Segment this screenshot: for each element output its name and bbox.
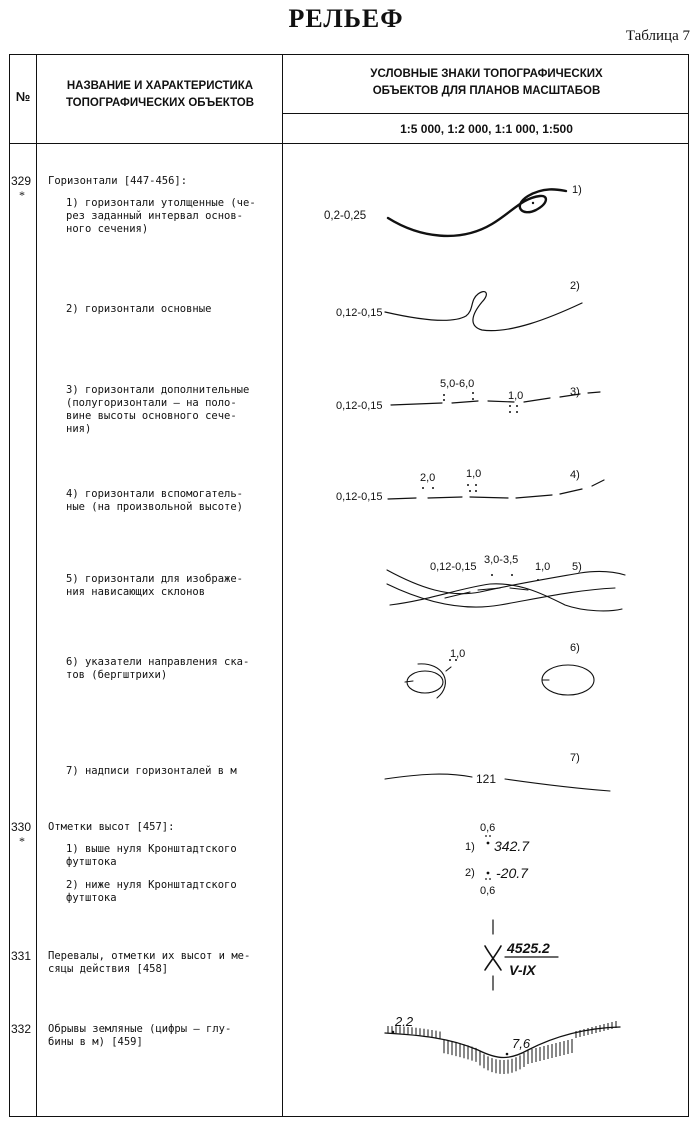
item-text-329-7: 7) надписи горизонталей в м [66, 765, 237, 777]
dot-aux-b2 [475, 484, 477, 486]
dot-aux-c [469, 490, 471, 492]
dot-half-d [509, 411, 511, 413]
header-name-line2: ТОПОГРАФИЧЕСКИХ ОБЪЕКТОВ [65, 96, 255, 109]
label-contour-line [385, 774, 472, 779]
dot-half-b [472, 392, 474, 394]
main-contour-line [385, 292, 582, 331]
dot-half-c [509, 405, 511, 407]
dim-330-2-size: 0,6 [480, 885, 496, 897]
elevation-dot-above [487, 842, 490, 845]
header-signs-line1: УСЛОВНЫЕ ЗНАКИ ТОПОГРАФИЧЕСКИХ [370, 68, 603, 80]
dot-overhang-a [491, 574, 493, 576]
cliff-ticks [388, 1021, 616, 1074]
elevation-dot-below [487, 872, 490, 875]
item-text-330-1: 1) выше нуля Кронштадтского футштока [66, 843, 237, 868]
entry-num-332: 332 [11, 1022, 32, 1036]
dim-329-3-gap: 1,0 [508, 390, 524, 402]
dot-aux-b [467, 484, 469, 486]
header-num: № [15, 89, 31, 104]
elevation-below-value: -20.7 [496, 865, 528, 881]
entry-star-329: * [19, 188, 25, 202]
dot-below-b [489, 878, 491, 880]
item-text-329-5: 5) горизонтали для изображе- ния нависающих склонов [66, 573, 244, 598]
elevation-above-value: 342.7 [494, 838, 530, 854]
thick-contour-line [388, 189, 566, 236]
item-text-329-2: 2) горизонтали основные [66, 303, 212, 315]
dim-329-3-dash: 5,0-6,0 [440, 378, 475, 390]
dim-329-1-width: 0,2-0,25 [324, 210, 367, 222]
slope-tick-left-2 [446, 667, 451, 671]
dim-329-2-width: 0,12-0,15 [336, 307, 383, 319]
pass-cross-mark [485, 946, 501, 970]
dim-329-3-width: 0,12-0,15 [336, 400, 383, 412]
pass-elevation-value: 4525.2 [507, 940, 550, 956]
entry-title-331: Перевалы, отметки их высот и ме- сяцы действия [458] [48, 950, 251, 975]
dim-329-4-width: 0,12-0,15 [336, 491, 383, 503]
dot-half-a [443, 394, 445, 396]
dim-329-5-gap: 1,0 [535, 561, 551, 573]
dot-half-b2 [472, 398, 474, 400]
marker-329-1: 1) [572, 184, 582, 196]
entry-title-330: Отметки высот [457]: [48, 821, 175, 833]
entry-num-331: 331 [11, 949, 32, 963]
slope-tick-left-1 [405, 681, 413, 682]
dot-overhang-c [537, 579, 539, 581]
dim-329-5-dash: 3,0-3,5 [484, 554, 519, 566]
item-text-329-6: 6) указатели направления ска- тов (бергштрихи) [66, 656, 250, 681]
dot-aux-c2 [475, 490, 477, 492]
dot-above-a [485, 835, 487, 837]
marker-330-2: 2) [465, 867, 475, 879]
slope-loop-right [542, 665, 594, 695]
overhang-hidden-line [445, 588, 528, 598]
table-label: Таблица 7 [625, 28, 690, 44]
dim-329-6-tick: 1,0 [450, 648, 466, 660]
dim-329-4-gap: 1,0 [466, 468, 482, 480]
item-text-329-1: 1) горизонтали утолщенные (че- рез заданный интервал основ- ного сечения) [66, 197, 256, 235]
dot-half-c2 [516, 405, 518, 407]
overhang-contour-line-c [390, 584, 622, 611]
header-scales: 1:5 000, 1:2 000, 1:1 000, 1:500 [400, 122, 573, 136]
marker-330-1: 1) [465, 841, 475, 853]
half-contour-line [391, 392, 600, 405]
dot-aux-a [422, 487, 424, 489]
cliff-dot-left [392, 1031, 395, 1034]
marker-329-7: 7) [570, 752, 580, 764]
entry-num-329: 329 [11, 174, 32, 188]
dim-330-1-size: 0,6 [480, 822, 496, 834]
dot-overhang-b [511, 574, 513, 576]
marker-329-3: 3) [570, 386, 580, 398]
dot-below-a [485, 878, 487, 880]
entry-title-332: Обрывы земляные (цифры — глу- бины в м) [459] [48, 1023, 232, 1048]
dot-thick-contour [532, 202, 534, 204]
cliff-depth-mid: 7,6 [512, 1036, 531, 1051]
slope-loop-left [407, 671, 443, 693]
cliff-dot-mid [506, 1053, 509, 1056]
dot-aux-a2 [432, 487, 434, 489]
item-text-329-4: 4) горизонтали вспомогатель- ные (на произвольной высоте) [66, 488, 244, 513]
dot-above-b [489, 835, 491, 837]
contour-label-121: 121 [476, 772, 497, 786]
page-title: РЕЛЬЕФ [288, 4, 404, 33]
dim-329-5-width: 0,12-0,15 [430, 561, 477, 573]
entry-num-330: 330 [11, 820, 32, 834]
header-signs-line2: ОБЪЕКТОВ ДЛЯ ПЛАНОВ МАСШТАБОВ [372, 84, 601, 97]
dot-half-a2 [443, 399, 445, 401]
cliff-depth-left: 2.2 [395, 1014, 414, 1029]
header-name-line1: НАЗВАНИЕ И ХАРАКТЕРИСТИКА [66, 80, 254, 92]
dot-half-d2 [516, 411, 518, 413]
entry-star-330: * [19, 834, 25, 848]
pass-months-value: V-IX [509, 962, 536, 978]
label-contour-line-right [505, 779, 610, 791]
marker-329-2: 2) [570, 280, 580, 292]
item-text-329-3: 3) горизонтали дополнительные (полугоризонтали — на поло- вине высоты основного сече- ния) [66, 384, 250, 435]
marker-329-6: 6) [570, 642, 580, 654]
entry-title-329: Горизонтали [447-456]: [48, 175, 188, 187]
marker-329-4: 4) [570, 469, 580, 481]
item-text-330-2: 2) ниже нуля Кронштадтского футштока [66, 879, 237, 904]
dim-329-4-dash: 2,0 [420, 472, 436, 484]
marker-329-5: 5) [572, 561, 582, 573]
